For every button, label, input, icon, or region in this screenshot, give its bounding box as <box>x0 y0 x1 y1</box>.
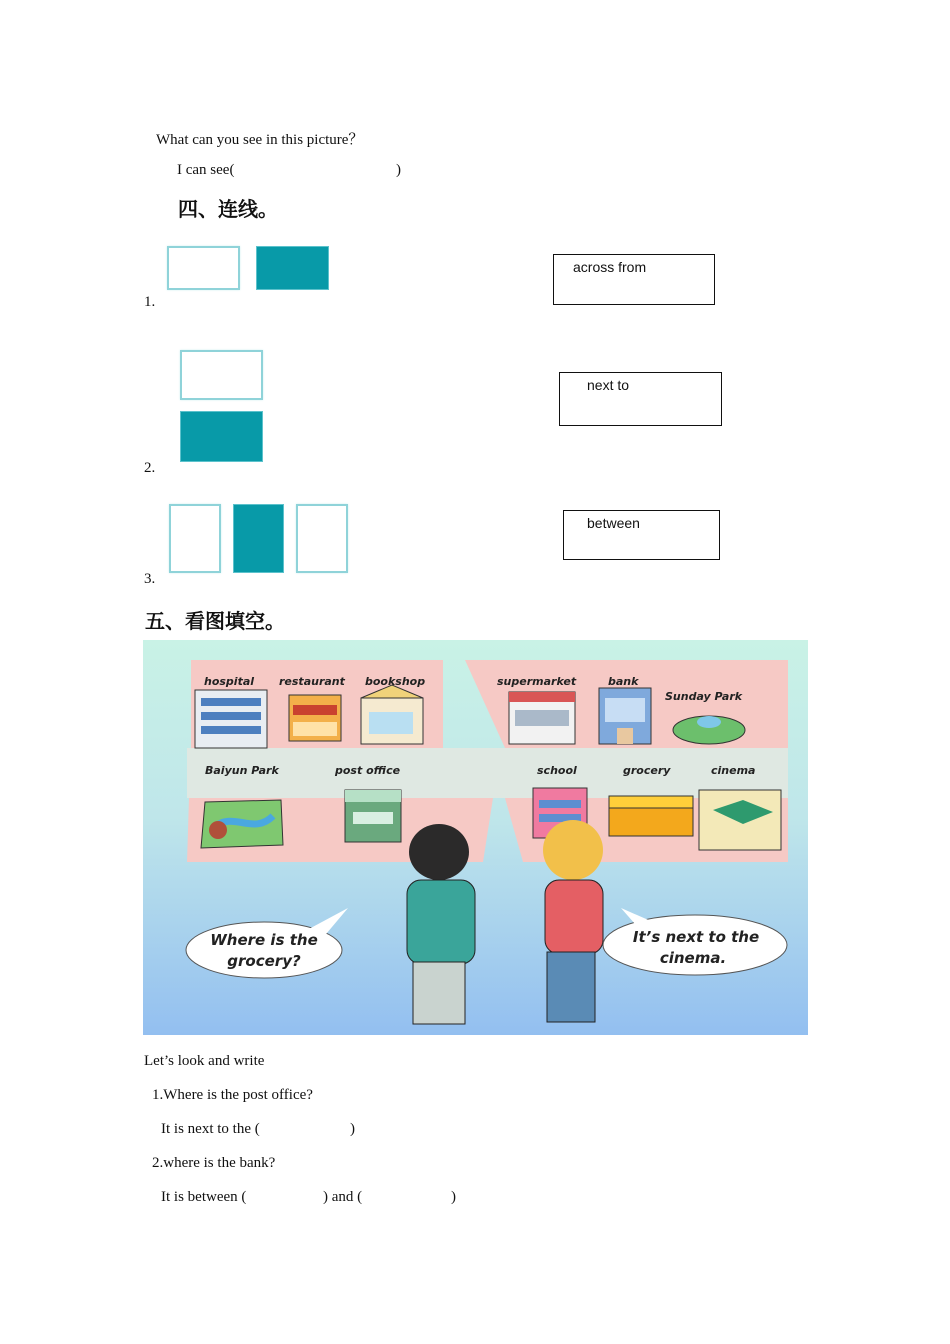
item-number: 1. <box>144 294 156 310</box>
phrase-box-next-to[interactable] <box>559 372 722 426</box>
phrase-box-between[interactable] <box>563 510 720 560</box>
bubble-left-line-2: grocery? <box>227 952 301 970</box>
look-and-write-prompt: Let’s look and write <box>144 1053 265 1069</box>
white-rectangle-right <box>296 504 348 573</box>
answer-1-suffix: ) <box>350 1121 355 1137</box>
label-post-office: post office <box>335 764 401 777</box>
illustration-svg <box>143 640 808 1035</box>
label-restaurant: restaurant <box>279 675 345 688</box>
phrase-label: next to <box>587 377 630 393</box>
teal-rectangle <box>233 504 284 573</box>
answer-prefix: I can see( <box>177 162 235 178</box>
building-cinema <box>699 790 781 850</box>
label-grocery: grocery <box>623 764 671 777</box>
bubble-right-line-2: cinema. <box>659 949 727 967</box>
teal-rectangle <box>180 411 263 462</box>
building-hospital <box>195 690 267 748</box>
item-number: 2. <box>144 460 156 476</box>
answer-2-suffix: ) <box>451 1189 456 1205</box>
building-bank <box>599 688 651 744</box>
picture-question: What can you see in this picture？ <box>156 132 364 148</box>
answer-suffix: ) <box>396 162 401 178</box>
street-map-illustration <box>143 640 808 1035</box>
label-bookshop: bookshop <box>365 675 426 688</box>
phrase-label: across from <box>573 259 647 275</box>
label-sunday-park: Sunday Park <box>665 690 743 703</box>
park-sunday <box>673 716 745 744</box>
answer-2-prefix: It is between ( <box>161 1189 247 1205</box>
building-supermarket <box>509 692 575 744</box>
answer-2-middle: ) and ( <box>323 1189 363 1205</box>
white-rectangle-left <box>169 504 221 573</box>
section-5-title: 五、看图填空。 <box>145 609 285 633</box>
boy-figure <box>407 824 475 1024</box>
section-4-title: 四、连线。 <box>178 197 278 221</box>
teal-rectangle <box>256 246 329 290</box>
building-post-office <box>345 790 401 842</box>
girl-figure <box>543 820 603 1022</box>
label-baiyun-park: Baiyun Park <box>205 764 279 777</box>
phrase-box-across-from[interactable] <box>553 254 715 305</box>
white-rectangle <box>180 350 263 400</box>
label-cinema: cinema <box>711 764 756 777</box>
building-restaurant <box>289 695 341 741</box>
label-hospital: hospital <box>204 675 255 688</box>
answer-1-prefix: It is next to the ( <box>161 1121 260 1137</box>
question-1: 1.Where is the post office? <box>152 1087 313 1103</box>
question-2: 2.where is the bank? <box>152 1155 276 1171</box>
building-grocery <box>609 796 693 836</box>
label-supermarket: supermarket <box>497 675 577 688</box>
item-number: 3. <box>144 571 156 587</box>
bubble-left-line-1: Where is the <box>210 931 318 949</box>
building-bookshop <box>361 685 423 744</box>
park-baiyun <box>201 800 283 848</box>
phrase-label: between <box>587 515 640 531</box>
label-bank: bank <box>608 675 639 688</box>
white-rectangle <box>167 246 240 290</box>
bubble-right-line-1: It’s next to the <box>632 928 760 946</box>
label-school: school <box>537 764 577 777</box>
